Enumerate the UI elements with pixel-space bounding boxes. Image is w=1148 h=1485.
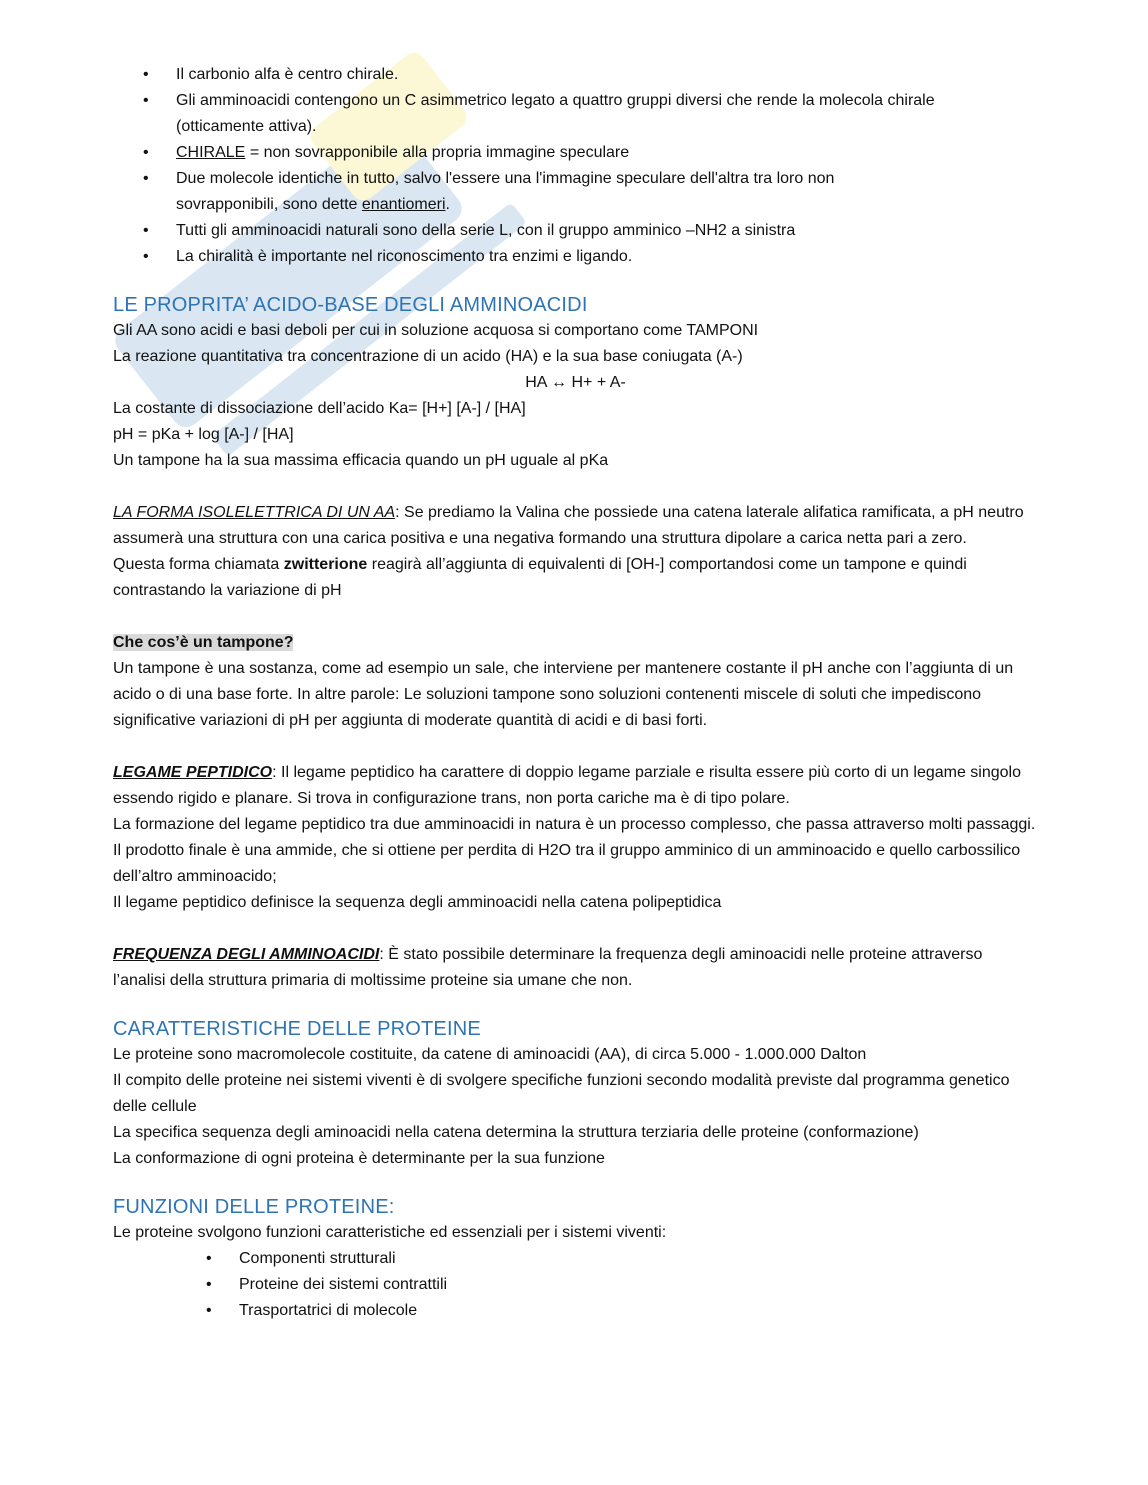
- text-line: La specifica sequenza degli aminoacidi nella catena determina la struttura terziaria delle proteine (conformazione): [113, 1124, 919, 1141]
- isoelectric-paragraph: LA FORMA ISOLELETTRICA DI UN AA: Se prediamo la Valina che possiede una catena laterale alifatica ramificata, a pH neutro assumerà una struttura con una carica positiva e una negativa formando una struttura dipolare a carica netta pari a zero.: [113, 504, 1024, 547]
- list-item: • Il carbonio alfa è centro chirale.: [113, 62, 1038, 88]
- bullet-icon: •: [206, 1302, 212, 1319]
- document-page: [113, 62, 1038, 1324]
- functions-list: [113, 1246, 1038, 1324]
- bullet-icon: •: [143, 222, 149, 239]
- bullet-icon: •: [143, 248, 149, 265]
- frequency-paragraph: FREQUENZA DEGLI AMMINOACIDI: È stato possibile determinare la frequenza degli aminoacidi nelle proteine attraverso l’analisi della struttura primaria di moltissime proteine sia umane che non.: [113, 946, 983, 989]
- bullet-icon: •: [206, 1276, 212, 1293]
- functions-intro: Le proteine svolgono funzioni caratteristiche ed essenziali per i sistemi viventi:: [113, 1224, 667, 1241]
- list-item: • Componenti strutturali: [113, 1246, 1038, 1272]
- bullet-icon: •: [143, 92, 149, 109]
- list-item: • Due molecole identiche in tutto, salvo l'essere una l'immagine speculare dell'altra tra loro non sovrapponibili, sono dette enantiomeri.: [113, 166, 1038, 218]
- peptide-label: LEGAME PEPTIDICO: [113, 764, 273, 781]
- text-line: La conformazione di ogni proteina è determinante per la sua funzione: [113, 1150, 605, 1167]
- text-line: Il legame peptidico definisce la sequenza degli amminoacidi nella catena polipeptidica: [113, 894, 722, 911]
- bullet-icon: •: [143, 66, 149, 83]
- ka-formula: La costante di dissociazione dell’acido Ka= [H+] [A-] / [HA]: [113, 400, 526, 417]
- ph-formula: pH = pKa + log [A-] / [HA]: [113, 426, 294, 443]
- list-item: • Proteine dei sistemi contrattili: [113, 1272, 1038, 1298]
- equilibrium-equation: HA ↔ H+ + A-: [525, 374, 626, 391]
- chirale-term: CHIRALE: [176, 144, 246, 161]
- chirality-bullets: [113, 62, 1038, 270]
- enantiomeri-term: enantiomeri: [361, 196, 446, 213]
- list-item: • Tutti gli amminoacidi naturali sono della serie L, con il gruppo amminico –NH2 a sinistra: [113, 218, 1038, 244]
- frequency-label: FREQUENZA DEGLI AMMINOACIDI: [113, 946, 380, 963]
- list-item: • Trasportatrici di molecole: [113, 1298, 1038, 1324]
- text-line: Il compito delle proteine nei sistemi viventi è di svolgere specifiche funzioni secondo modalità previste dal programma genetico delle cellule: [113, 1072, 1010, 1115]
- isoelectric-label: LA FORMA ISOLELETTRICA DI UN AA: [113, 504, 396, 521]
- bullet-icon: •: [143, 144, 149, 161]
- buffer-question: Che cos’è un tampone?: [113, 634, 294, 651]
- peptide-paragraph: LEGAME PEPTIDICO: Il legame peptidico ha carattere di doppio legame parziale e risulta essere più corto di un legame singolo essendo rigido e planare. Si trova in configurazione trans, non porta cariche ma è di tipo polare.: [113, 764, 1022, 807]
- bullet-icon: •: [143, 170, 149, 187]
- buffer-paragraph: Un tampone è una sostanza, come ad esempio un sale, che interviene per mantenere costante il pH anche con l’aggiunta di un acido o di una base forte. In altre parole: Le soluzioni tampone sono soluzioni contenenti miscele di soluti che impediscono significative variazioni di pH per aggiunta di moderate quantità di acidi e di basi forti.: [113, 660, 1014, 729]
- list-item: • Gli amminoacidi contengono un C asimmetrico legato a quattro gruppi diversi che rende la molecola chirale (otticamente attiva).: [113, 88, 1038, 140]
- zwitterion-paragraph: Questa forma chiamata zwitterione reagirà all’aggiunta di equivalenti di [OH-] comportandosi come un tampone e quindi contrastando la variazione di pH: [113, 556, 967, 599]
- text-line: Le proteine sono macromolecole costituite, da catene di aminoacidi (AA), di circa 5.000 - 1.000.000 Dalton: [113, 1046, 867, 1063]
- acid-base-heading: LE PROPRITA’ ACIDO-BASE DEGLI AMMINOACIDI: [113, 294, 588, 316]
- text-line: La reazione quantitativa tra concentrazione di un acido (HA) e la sua base coniugata (A-): [113, 348, 743, 365]
- text-line: Un tampone ha la sua massima efficacia quando un pH uguale al pKa: [113, 452, 609, 469]
- text-line: Gli AA sono acidi e basi deboli per cui in soluzione acquosa si comportano come TAMPONI: [113, 322, 759, 339]
- proteins-heading: CARATTERISTICHE DELLE PROTEINE: [113, 1018, 481, 1040]
- zwitterione-term: zwitterione: [283, 556, 368, 573]
- list-item: • La chiralità è importante nel riconoscimento tra enzimi e ligando.: [113, 244, 1038, 270]
- text-line: La formazione del legame peptidico tra due amminoacidi in natura è un processo complesso, che passa attraverso molti passaggi.: [113, 816, 1036, 833]
- functions-heading: FUNZIONI DELLE PROTEINE:: [113, 1196, 395, 1218]
- list-item: • CHIRALE = non sovrapponibile alla propria immagine speculare: [113, 140, 1038, 166]
- bullet-icon: •: [206, 1250, 212, 1267]
- text-line: Il prodotto finale è una ammide, che si ottiene per perdita di H2O tra il gruppo amminico di un amminoacido e quello carbossilico dell’altro amminoacido;: [113, 842, 1021, 885]
